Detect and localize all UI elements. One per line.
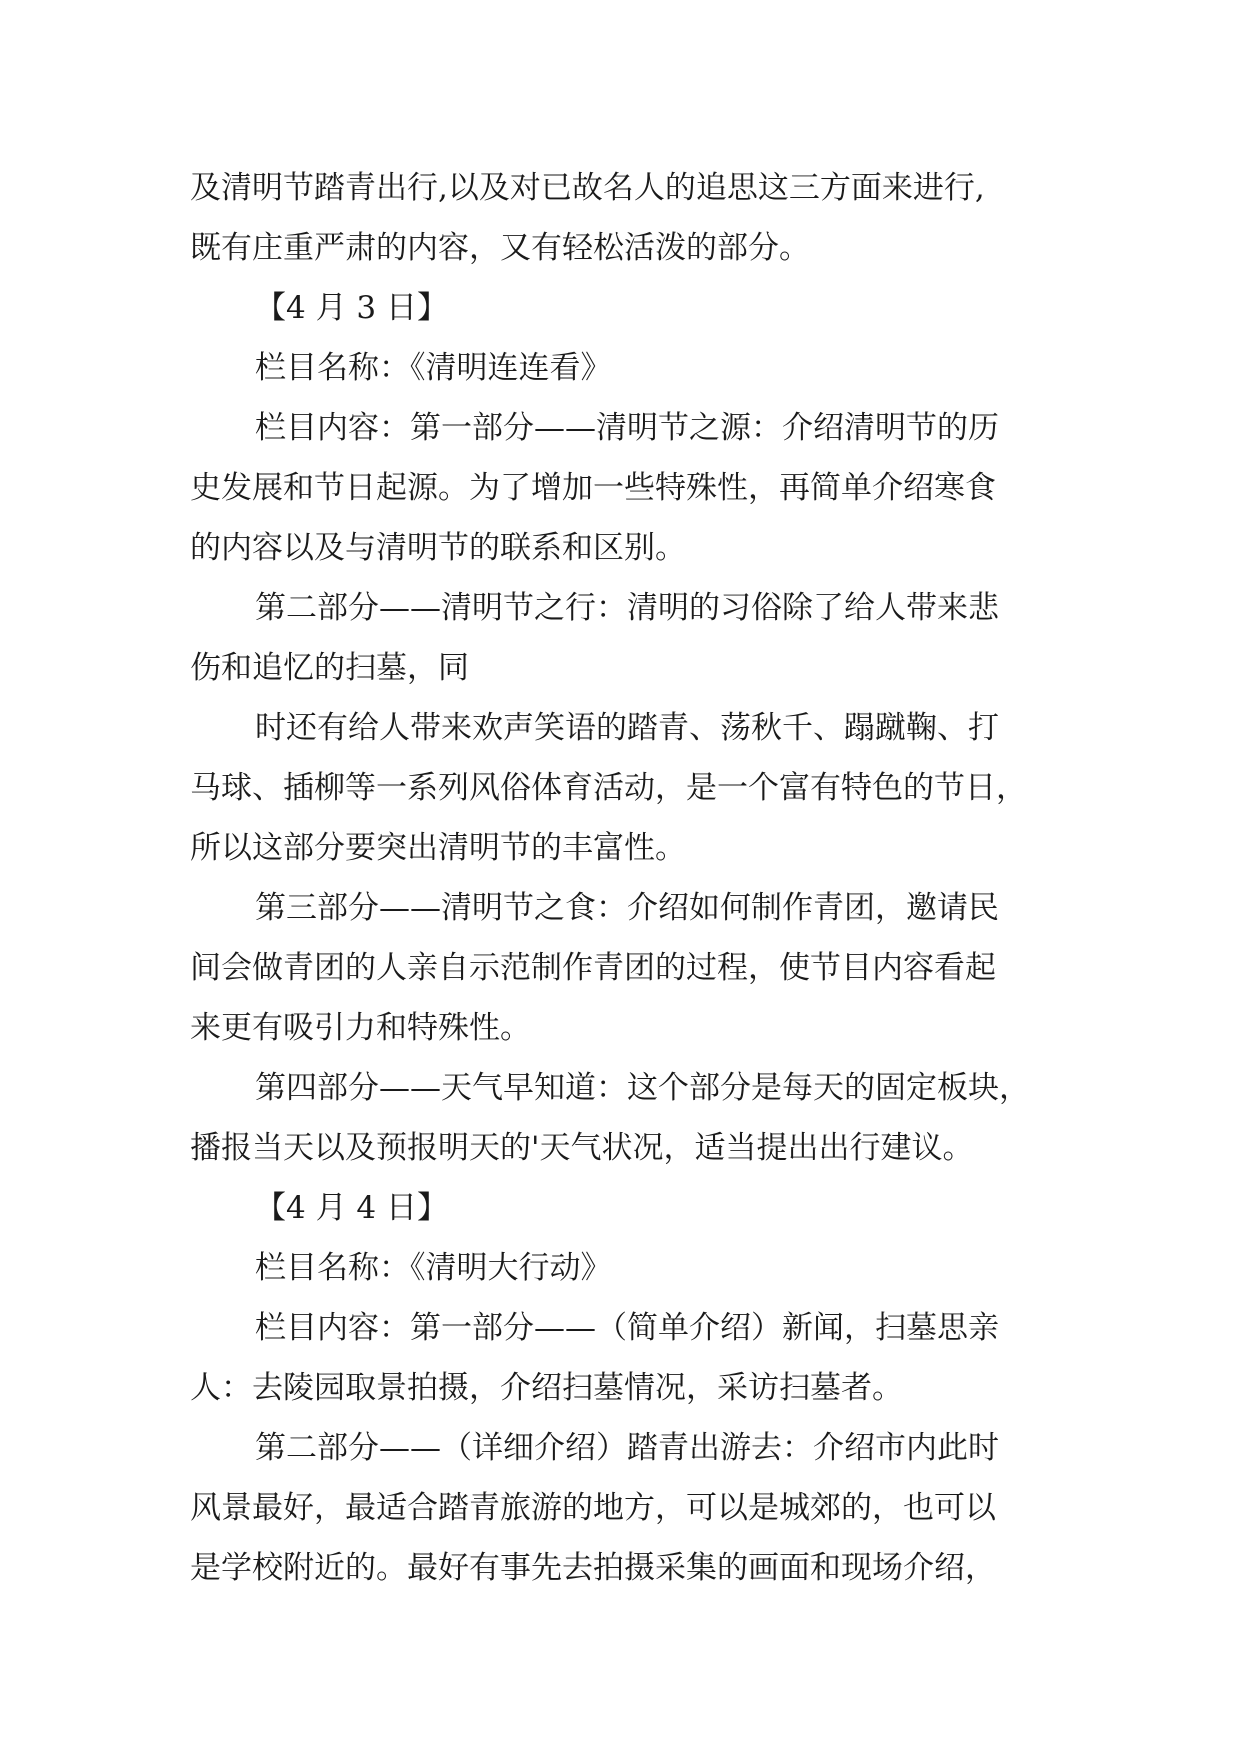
text-line: 第三部分——清明节之食：介绍如何制作青团，邀请民 (255, 890, 999, 926)
text-line: 栏目内容：第一部分——（简单介绍）新闻，扫墓思亲 (255, 1310, 999, 1346)
text-line: 是学校附近的。最好有事先去拍摄采集的画面和现场介绍， (190, 1550, 996, 1586)
text-line: 第二部分——（详细介绍）踏青出游去：介绍市内此时 (255, 1430, 999, 1466)
text-line: 第二部分——清明节之行：清明的习俗除了给人带来悲 (255, 590, 999, 626)
date-heading: 【4 月 4 日】 (255, 1190, 449, 1226)
text-line: 来更有吸引力和特殊性。 (190, 1010, 531, 1046)
text-line: 伤和追忆的扫墓，同 (190, 650, 469, 686)
text-line: 既有庄重严肃的内容，又有轻松活泼的部分。 (190, 230, 810, 266)
text-line: 栏目名称：《清明大行动》 (255, 1250, 612, 1286)
text-line: 及清明节踏青出行,以及对已故名人的追思这三方面来进行, (190, 170, 985, 206)
text-line: 播报当天以及预报明天的'天气状况，适当提出出行建议。 (190, 1130, 974, 1166)
text-line: 时还有给人带来欢声笑语的踏青、荡秋千、蹋蹴鞠、打 (255, 710, 999, 746)
date-heading: 【4 月 3 日】 (255, 290, 449, 326)
text-line: 人：去陵园取景拍摄，介绍扫墓情况，采访扫墓者。 (190, 1370, 903, 1406)
text-line: 马球、插柳等一系列风俗体育活动，是一个富有特色的节日， (190, 770, 1027, 806)
text-line: 的内容以及与清明节的联系和区别。 (190, 530, 686, 566)
text-line: 所以这部分要突出清明节的丰富性。 (190, 830, 686, 866)
text-line: 风景最好，最适合踏青旅游的地方，可以是城郊的，也可以 (190, 1490, 996, 1526)
text-line: 栏目内容：第一部分——清明节之源：介绍清明节的历 (255, 410, 999, 446)
text-line: 第四部分——天气早知道：这个部分是每天的固定板块， (255, 1070, 1030, 1106)
text-line: 间会做青团的人亲自示范制作青团的过程，使节目内容看起 (190, 950, 996, 986)
text-line: 栏目名称：《清明连连看》 (255, 350, 612, 386)
text-line: 史发展和节日起源。为了增加一些特殊性，再简单介绍寒食 (190, 470, 996, 506)
